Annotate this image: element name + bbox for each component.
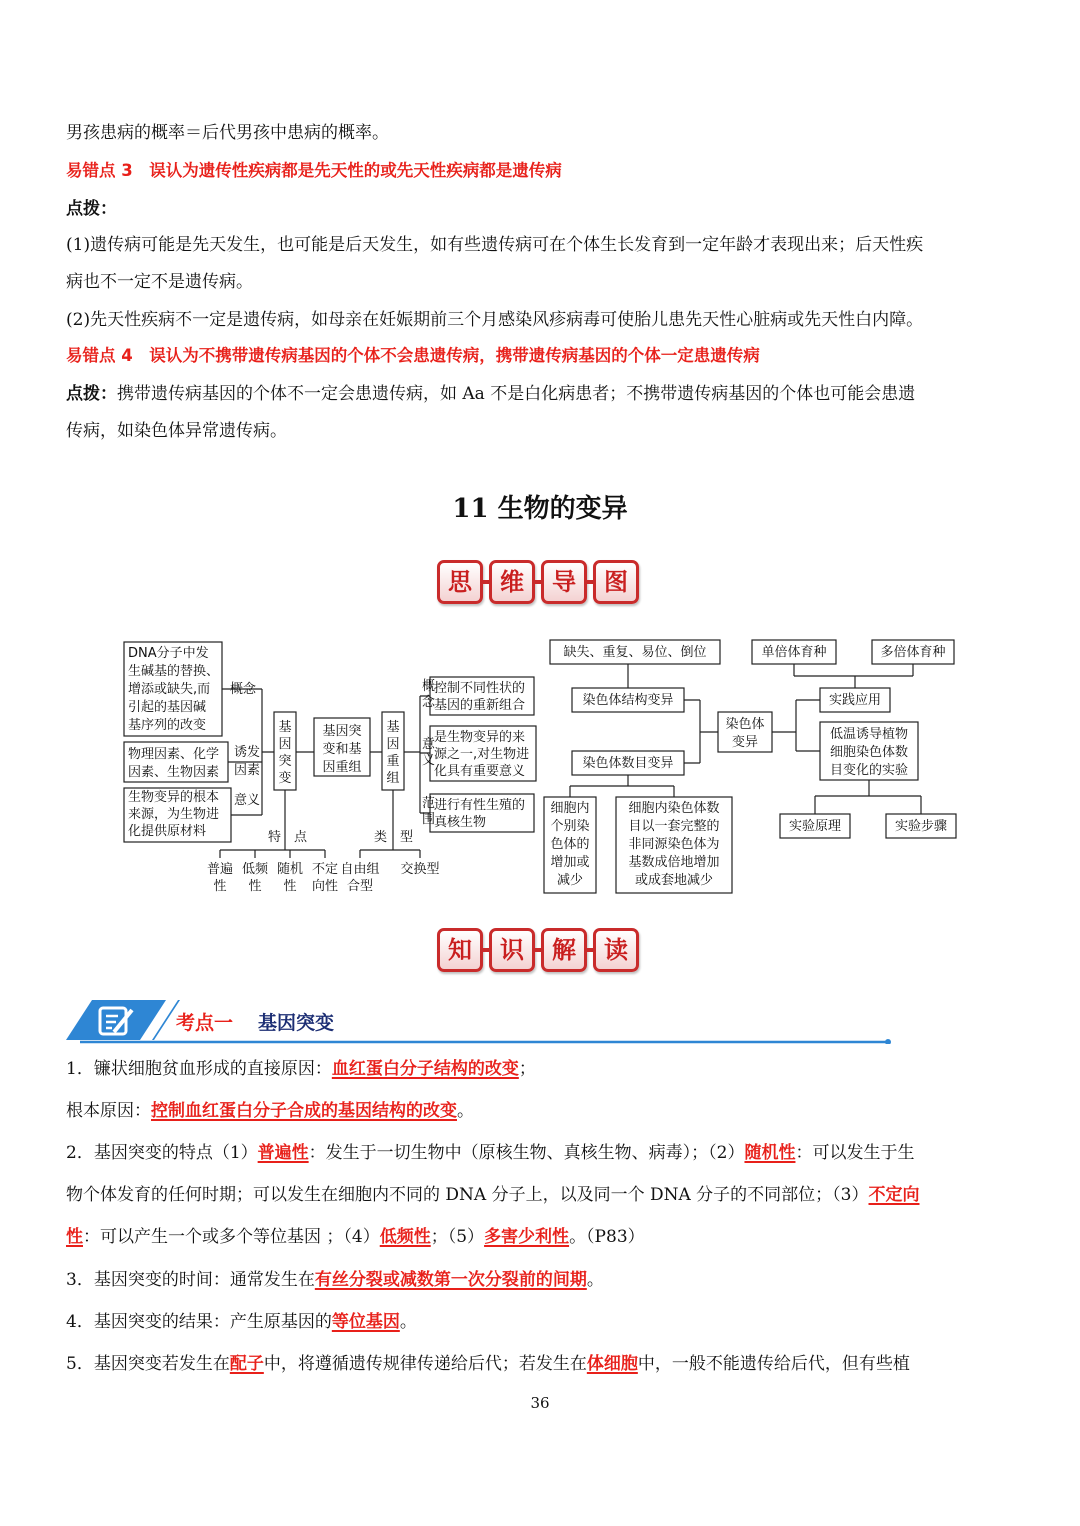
induce-label: 因素 — [234, 763, 261, 778]
gene-mutation-text: 变 — [278, 771, 292, 786]
gene-recombination-text: 组 — [386, 771, 400, 786]
struct-types-text: 缺失、重复、易位、倒位 — [563, 645, 707, 660]
banner-char: 读 — [593, 928, 639, 972]
tip-text: 携带遗传病基因的个体不一定会患遗传病，如 Aa 不是白化病患者；不携带遗传病基因的个体也可能会患遗 — [117, 384, 916, 404]
num-a-text: 色体的 — [550, 837, 590, 852]
banner-char: 图 — [593, 560, 639, 604]
num-var-text: 染色体数目变异 — [582, 756, 674, 771]
num-b-text: 目以一套完整的 — [628, 819, 720, 834]
text-line: (1)遗传病可能是先天发生，也可能是后天发生，如有些遗传病可在个体生长发育到一定年龄才表现出来；后天性疾 — [66, 235, 924, 255]
r-box-text: 源之一,对生物进 — [434, 747, 530, 762]
text: ：可以产生一个或多个等位基因 ；（4） — [83, 1227, 380, 1247]
meaning-text: 生物变异的根本 — [128, 790, 220, 805]
text: 3．基因突变的时间：通常发生在 — [66, 1270, 315, 1290]
text: 中，将遵循遗传规律传递给后代；若发生在 — [263, 1354, 587, 1374]
answer-underlined: 控制血红蛋白分子合成的基因结构的改变 — [151, 1101, 457, 1121]
experiment-text: 目变化的实验 — [829, 763, 909, 778]
banner-char: 导 — [541, 560, 587, 604]
text: 物个体发育的任何时期；可以发生在细胞内不同的 DNA 分子上，以及同一个 DNA 分子的不同部位；（3） — [66, 1185, 869, 1205]
answer-underlined: 有丝分裂或减数第一次分裂前的间期 — [314, 1270, 587, 1290]
num-b-text: 非同源染色体为 — [628, 837, 720, 852]
banner-char: 解 — [541, 928, 587, 972]
polyploid-text: 多倍体育种 — [880, 645, 946, 660]
text-line: 病也不一定不是遗传病。 — [66, 272, 253, 292]
body-line — [66, 1268, 604, 1292]
feature-text: 性 — [213, 879, 227, 894]
answer-underlined: 等位基因 — [331, 1312, 400, 1332]
definition-text: 生碱基的替换、 — [128, 664, 220, 679]
body-line — [66, 1352, 910, 1376]
definition-text: 引起的基因碱 — [128, 700, 207, 715]
types-label: 类 型 — [374, 830, 414, 845]
r-box-text: 是生物变异的来 — [434, 730, 526, 745]
center-text: 基因突 — [322, 724, 362, 739]
banner-char: 维 — [489, 560, 535, 604]
text: 4．基因突变的结果：产生原基因的 — [66, 1312, 332, 1332]
definition-text: 基序列的改变 — [128, 718, 207, 733]
center-text: 因重组 — [322, 760, 362, 775]
num-b-text: 或成套地减少 — [634, 873, 714, 888]
r-label: 概 — [422, 679, 436, 694]
body-line — [66, 1310, 417, 1334]
error-point-4-title: 易错点 4 误认为不携带遗传病基因的个体不会患遗传病，携带遗传病基因的个体一定患遗传病 — [66, 346, 760, 365]
text: 中，一般不能遗传给后代，但有些植 — [637, 1354, 910, 1374]
definition-text: DNA分子中发 — [128, 646, 209, 661]
center-text: 变和基 — [322, 742, 362, 757]
concept-label: 概念 — [230, 682, 257, 697]
answer-underlined: 血红蛋白分子结构的改变 — [331, 1059, 519, 1079]
page-number: 36 — [530, 1394, 550, 1412]
answer-underlined: 普遍性 — [257, 1143, 309, 1163]
r-box-text: 真核生物 — [434, 815, 487, 830]
gene-mutation-text: 突 — [278, 754, 292, 769]
num-a-text: 细胞内 — [550, 801, 590, 816]
num-a-text: 个别染 — [550, 819, 590, 834]
tip-label: 点拨： — [66, 384, 117, 404]
factor-text: 因素、生物因素 — [128, 765, 220, 780]
gene-mutation-text: 因 — [278, 737, 292, 752]
text: 1．镰状细胞贫血形成的直接原因： — [66, 1059, 332, 1079]
answer-underlined: 低频性 — [379, 1227, 431, 1247]
answer-underlined: 体细胞 — [586, 1354, 638, 1374]
experiment-text: 低温诱导植物 — [829, 727, 909, 742]
r-label: 范 — [422, 796, 436, 811]
answer-underlined: 性 — [66, 1227, 83, 1247]
feature-text: 向性 — [311, 879, 339, 894]
text: 根本原因： — [66, 1101, 151, 1121]
exam-point-label: 考点一 — [176, 1012, 234, 1034]
num-a-text: 增加或 — [550, 855, 590, 870]
text: 。 — [399, 1312, 417, 1332]
feature-text: 低频 — [241, 862, 269, 877]
num-b-text: 基数成倍地增加 — [628, 855, 720, 870]
r-box-text: 基因的重新组合 — [434, 698, 526, 713]
tip-label: 点拨： — [66, 199, 117, 219]
chrom-var-text: 变异 — [731, 735, 759, 750]
chrom-var-text: 染色体 — [725, 717, 765, 732]
struct-var-text: 染色体结构变异 — [582, 693, 674, 708]
answer-underlined: 配子 — [229, 1354, 264, 1374]
type-text: 自由组 — [340, 862, 380, 877]
gene-recombination-text: 因 — [386, 737, 400, 752]
steps-text: 实验步骤 — [894, 819, 948, 834]
body-line — [66, 1183, 920, 1207]
text: 2．基因突变的特点（1） — [66, 1143, 258, 1163]
factor-text: 物理因素、化学 — [128, 747, 220, 762]
haploid-text: 单倍体育种 — [761, 645, 827, 660]
type-text: 交换型 — [400, 862, 440, 877]
answer-underlined: 随机性 — [744, 1143, 796, 1163]
text: 。 — [586, 1270, 604, 1290]
text: ；（5） — [430, 1227, 485, 1247]
r-label: 围 — [422, 812, 436, 827]
feature-text: 普遍 — [206, 862, 234, 877]
r-box-text: 进行有性生殖的 — [434, 798, 526, 813]
gene-recombination-text: 重 — [386, 754, 400, 769]
text: ； — [518, 1059, 536, 1079]
answer-underlined: 不定向 — [868, 1185, 920, 1205]
meaning-text: 化提供原材料 — [128, 824, 207, 839]
body-line — [66, 1225, 645, 1249]
text-line: (2)先天性疾病不一定是遗传病，如母亲在妊娠期前三个月感染风疹病毒可使胎儿患先天性心脏病或先天性白内障。 — [66, 310, 924, 330]
feature-text: 不定 — [311, 862, 339, 877]
feature-text: 性 — [283, 879, 297, 894]
banner-char: 识 — [489, 928, 535, 972]
num-a-text: 减少 — [556, 873, 584, 888]
definition-text: 增添或缺失,而 — [128, 682, 211, 697]
gene-mutation-text: 基 — [278, 720, 292, 735]
r-label: 意 — [422, 737, 436, 752]
body-line — [66, 1099, 474, 1123]
text: ：发生于一切生物中（原核生物、真核生物、病毒）；（2） — [308, 1143, 745, 1163]
text: 。（P83） — [569, 1227, 645, 1247]
error-point-3-title: 易错点 3 误认为遗传性疾病都是先天性的或先天性疾病都是遗传病 — [66, 161, 562, 180]
text: 5．基因突变若发生在 — [66, 1354, 230, 1374]
r-label: 义 — [422, 753, 436, 768]
banner-char: 知 — [437, 928, 483, 972]
gene-recombination-text: 基 — [386, 720, 400, 735]
text: 。 — [457, 1101, 474, 1121]
section-title: 11 生物的变异 — [452, 494, 628, 524]
r-box-text: 化具有重要意义 — [434, 764, 526, 779]
feature-text: 随机 — [276, 862, 304, 877]
answer-underlined: 多害少利性 — [484, 1227, 570, 1247]
num-b-text: 细胞内染色体数 — [628, 801, 720, 816]
feature-text: 性 — [248, 879, 262, 894]
text-line: 男孩患病的概率＝后代男孩中患病的概率。 — [66, 123, 389, 143]
experiment-text: 细胞染色体数 — [829, 745, 909, 760]
knowledge-banner — [437, 928, 639, 972]
type-text: 合型 — [346, 879, 374, 894]
exam-point-header — [66, 998, 894, 1044]
practice-text: 实践应用 — [828, 693, 882, 708]
meaning-text: 来源，为生物进 — [128, 807, 220, 822]
exam-point-topic: 基因突变 — [258, 1012, 335, 1034]
body-line — [66, 1057, 536, 1081]
banner-char: 思 — [437, 560, 483, 604]
r-box-text: 控制不同性状的 — [434, 681, 526, 696]
r-label: 念 — [422, 695, 436, 710]
meaning-label: 意义 — [234, 793, 261, 808]
principle-text: 实验原理 — [788, 819, 842, 834]
text-line: 传病，如染色体异常遗传病。 — [66, 421, 287, 441]
body-line — [66, 1141, 914, 1165]
text: ：可以发生于生 — [795, 1143, 915, 1163]
features-label: 特 点 — [268, 830, 308, 845]
induce-label: 诱发 — [234, 745, 261, 760]
